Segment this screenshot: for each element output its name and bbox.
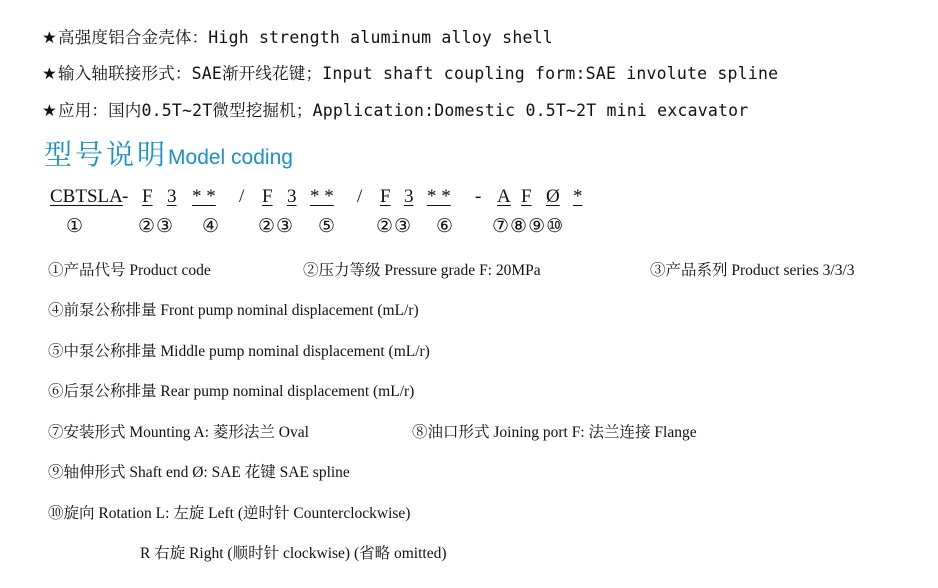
star-icon: ★ [42,101,57,120]
model-code-row [0,186,938,216]
desc-front-pump: ④前泵公称排量 Front pump nominal displacement (mL/r) [48,302,419,319]
section-title [44,133,293,173]
star-icon: ★ [42,28,57,47]
desc-pressure-grade: ②压力等级 Pressure grade F: 20MPa [303,262,541,279]
feature-line-3 [42,97,748,121]
section-title-cn: 型号说明 [44,138,169,171]
code-segment-shaft: Ø [546,186,560,207]
desc-rear-pump: ⑥后泵公称排量 Rear pump nominal displacement (mL/r) [48,383,415,400]
star-icon: ★ [42,64,57,83]
desc-middle-pump: ⑤中泵公称排量 Middle pump nominal displacement (mL/r) [48,343,430,360]
feature-text: 输入轴联接形式：SAE渐开线花键；Input shaft coupling form:SAE involute spline [58,64,779,83]
desc-shaft-end: ⑨轴伸形式 Shaft end Ø: SAE 花键 SAE spline [48,464,350,481]
code-separator: / [239,186,245,207]
feature-line-2 [42,60,778,84]
code-separator: / [357,186,363,207]
desc-joining-port: ⑧油口形式 Joining port F: 法兰连接 Flange [412,424,697,441]
code-number: ②③ [258,215,295,237]
code-segment-middle-disp: * * [310,186,334,207]
code-segment-product: CBTSLA [50,186,123,207]
code-number: ⑤ [318,215,337,237]
code-number: ⑦⑧⑨⑩ [492,215,565,237]
feature-text: 高强度铝合金壳体：High strength aluminum alloy shell [58,28,553,47]
code-segment-front-disp: * * [192,186,216,207]
code-segment-mounting: A [497,186,511,207]
feature-text: 应用：国内0.5T~2T微型挖掘机；Application:Domestic 0.5T~2T mini excavator [58,101,749,120]
code-separator: - [475,186,482,207]
feature-line-1 [42,24,553,48]
desc-rotation-left: ⑩旋向 Rotation L: 左旋 Left (逆时针 Counterclockwise) [48,505,411,522]
code-segment-rotation: * [573,186,583,207]
code-segment-port: F [521,186,532,207]
code-segment-series: 3 [287,186,297,207]
code-segment-pressure: F [380,186,391,207]
code-segment-series: 3 [404,186,414,207]
model-code-numbers [0,215,938,243]
code-number: ②③ [138,215,175,237]
code-number: ④ [202,215,221,237]
code-number: ⑥ [436,215,455,237]
desc-rotation-right: R 右旋 Right (顺时针 clockwise) (省略 omitted) [140,545,447,562]
code-separator: - [122,186,129,207]
code-number: ① [66,215,85,237]
code-segment-pressure: F [142,186,153,207]
code-segment-pressure: F [262,186,273,207]
section-title-en: Model coding [168,146,293,169]
code-segment-rear-disp: * * [427,186,451,207]
desc-mounting: ⑦安装形式 Mounting A: 菱形法兰 Oval [48,424,309,441]
desc-product-series: ③产品系列 Product series 3/3/3 [650,262,855,279]
code-segment-series: 3 [167,186,177,207]
desc-product-code: ①产品代号 Product code [48,262,211,279]
code-number: ②③ [376,215,413,237]
